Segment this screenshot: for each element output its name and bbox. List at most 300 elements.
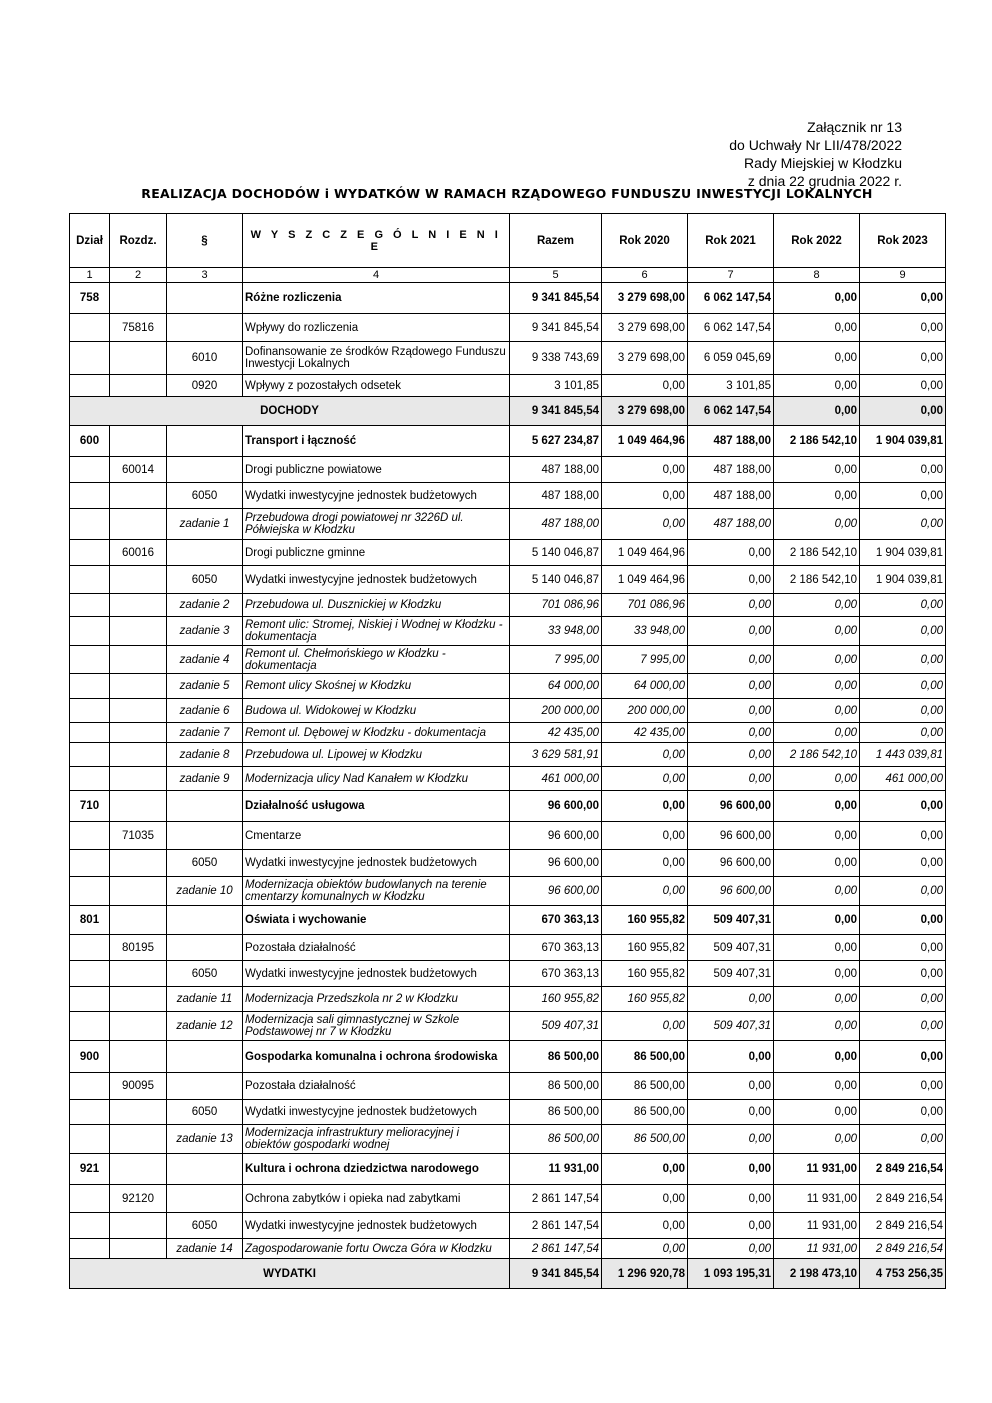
attachment-number: Załącznik nr 13 xyxy=(807,119,902,135)
col-number: 3 xyxy=(167,268,243,283)
cell-2022: 11 931,00 xyxy=(774,1185,860,1213)
cell-2020: 1 296 920,78 xyxy=(602,1259,688,1289)
cell-rozdz xyxy=(110,566,167,594)
cell-2023: 0,00 xyxy=(860,617,946,646)
cell-dzial xyxy=(70,375,110,397)
cell-dzial: 801 xyxy=(70,906,110,935)
cell-description: Budowa ul. Widokowej w Kłodzku xyxy=(243,699,510,723)
cell-2021: 0,00 xyxy=(688,1100,774,1125)
cell-rozdz xyxy=(110,617,167,646)
summary-label: WYDATKI xyxy=(70,1259,510,1289)
cell-description: Gospodarka komunalna i ochrona środowiska xyxy=(243,1041,510,1073)
cell-2022: 0,00 xyxy=(774,767,860,791)
cell-razem: 5 627 234,87 xyxy=(510,426,602,457)
cell-rozdz: 75816 xyxy=(110,314,167,342)
col-header-paragraph: § xyxy=(167,214,243,268)
cell-razem: 64 000,00 xyxy=(510,674,602,699)
cell-paragraph: 6050 xyxy=(167,483,243,509)
cell-description: Wydatki inwestycyjne jednostek budżetowych xyxy=(243,961,510,987)
cell-dzial xyxy=(70,342,110,375)
col-number: 6 xyxy=(602,268,688,283)
cell-rozdz xyxy=(110,906,167,935)
cell-paragraph xyxy=(167,1041,243,1073)
cell-2022: 0,00 xyxy=(774,850,860,877)
cell-paragraph: zadanie 3 xyxy=(167,617,243,646)
cell-paragraph: 6050 xyxy=(167,1100,243,1125)
table-row xyxy=(70,397,946,426)
cell-description: Drogi publiczne powiatowe xyxy=(243,457,510,483)
cell-razem: 96 600,00 xyxy=(510,791,602,822)
cell-razem: 670 363,13 xyxy=(510,906,602,935)
cell-2022: 2 186 542,10 xyxy=(774,566,860,594)
cell-description: Wydatki inwestycyjne jednostek budżetowych xyxy=(243,566,510,594)
table-row xyxy=(70,935,946,961)
cell-paragraph: 0920 xyxy=(167,375,243,397)
cell-2022: 0,00 xyxy=(774,699,860,723)
cell-dzial xyxy=(70,483,110,509)
cell-razem: 487 188,00 xyxy=(510,483,602,509)
table-row xyxy=(70,877,946,906)
cell-dzial xyxy=(70,566,110,594)
cell-2023: 0,00 xyxy=(860,314,946,342)
cell-2020: 701 086,96 xyxy=(602,594,688,617)
cell-2022: 2 186 542,10 xyxy=(774,743,860,767)
table-row xyxy=(70,1073,946,1100)
cell-2021: 0,00 xyxy=(688,566,774,594)
table-row xyxy=(70,1185,946,1213)
cell-2022: 0,00 xyxy=(774,594,860,617)
cell-2023: 0,00 xyxy=(860,646,946,674)
cell-dzial: 921 xyxy=(70,1154,110,1185)
table-row xyxy=(70,906,946,935)
cell-description: Remont ul. Chełmońskiego w Kłodzku - dokumentacja xyxy=(243,646,510,674)
cell-2022: 11 931,00 xyxy=(774,1154,860,1185)
table-row xyxy=(70,594,946,617)
cell-2021: 0,00 xyxy=(688,1185,774,1213)
cell-2022: 0,00 xyxy=(774,1125,860,1154)
cell-2021: 0,00 xyxy=(688,540,774,566)
cell-paragraph xyxy=(167,426,243,457)
cell-2020: 86 500,00 xyxy=(602,1073,688,1100)
cell-description: Remont ulicy Skośnej w Kłodzku xyxy=(243,674,510,699)
cell-2020: 0,00 xyxy=(602,767,688,791)
cell-description: Różne rozliczenia xyxy=(243,283,510,314)
cell-description: Wpływy do rozliczenia xyxy=(243,314,510,342)
table-row xyxy=(70,1259,946,1289)
cell-2021: 487 188,00 xyxy=(688,457,774,483)
cell-2020: 0,00 xyxy=(602,791,688,822)
cell-razem: 487 188,00 xyxy=(510,457,602,483)
cell-description: Wydatki inwestycyjne jednostek budżetowych xyxy=(243,1100,510,1125)
col-number: 5 xyxy=(510,268,602,283)
cell-2023: 1 443 039,81 xyxy=(860,743,946,767)
cell-paragraph xyxy=(167,1185,243,1213)
cell-razem: 9 341 845,54 xyxy=(510,1259,602,1289)
table-row xyxy=(70,1154,946,1185)
cell-rozdz: 71035 xyxy=(110,822,167,850)
table-row xyxy=(70,723,946,743)
cell-paragraph: zadanie 1 xyxy=(167,509,243,540)
cell-2023: 0,00 xyxy=(860,935,946,961)
cell-2022: 0,00 xyxy=(774,1073,860,1100)
cell-description: Przebudowa drogi powiatowej nr 3226D ul. Półwiejska w Kłodzku xyxy=(243,509,510,540)
cell-description: Transport i łączność xyxy=(243,426,510,457)
col-header-2022: Rok 2022 xyxy=(774,214,860,268)
cell-rozdz xyxy=(110,987,167,1012)
table-row xyxy=(70,961,946,987)
cell-2020: 64 000,00 xyxy=(602,674,688,699)
cell-dzial: 600 xyxy=(70,426,110,457)
column-number-row xyxy=(70,268,946,283)
cell-description: Ochrona zabytków i opieka nad zabytkami xyxy=(243,1185,510,1213)
table-row xyxy=(70,1213,946,1239)
cell-2021: 0,00 xyxy=(688,743,774,767)
cell-2020: 0,00 xyxy=(602,822,688,850)
cell-dzial xyxy=(70,646,110,674)
cell-razem: 487 188,00 xyxy=(510,509,602,540)
summary-label: DOCHODY xyxy=(70,397,510,426)
table-row xyxy=(70,767,946,791)
table-row xyxy=(70,1100,946,1125)
cell-2023: 2 849 216,54 xyxy=(860,1154,946,1185)
cell-rozdz xyxy=(110,1239,167,1259)
cell-2022: 0,00 xyxy=(774,314,860,342)
cell-razem: 509 407,31 xyxy=(510,1012,602,1041)
cell-paragraph: 6050 xyxy=(167,1213,243,1239)
cell-dzial xyxy=(70,850,110,877)
cell-2020: 0,00 xyxy=(602,1185,688,1213)
cell-description: Oświata i wychowanie xyxy=(243,906,510,935)
cell-description: Przebudowa ul. Lipowej w Kłodzku xyxy=(243,743,510,767)
cell-2020: 0,00 xyxy=(602,743,688,767)
cell-paragraph xyxy=(167,822,243,850)
cell-dzial: 710 xyxy=(70,791,110,822)
cell-dzial xyxy=(70,961,110,987)
cell-2021: 487 188,00 xyxy=(688,509,774,540)
cell-paragraph xyxy=(167,935,243,961)
cell-dzial xyxy=(70,540,110,566)
cell-dzial xyxy=(70,877,110,906)
cell-paragraph xyxy=(167,314,243,342)
cell-2022: 0,00 xyxy=(774,822,860,850)
cell-2023: 461 000,00 xyxy=(860,767,946,791)
table-row xyxy=(70,457,946,483)
cell-rozdz xyxy=(110,594,167,617)
cell-2020: 3 279 698,00 xyxy=(602,397,688,426)
cell-2020: 0,00 xyxy=(602,877,688,906)
cell-2023: 0,00 xyxy=(860,457,946,483)
cell-2020: 3 279 698,00 xyxy=(602,314,688,342)
cell-2023: 0,00 xyxy=(860,987,946,1012)
table-body xyxy=(70,283,946,1289)
cell-2021: 0,00 xyxy=(688,594,774,617)
cell-2022: 11 931,00 xyxy=(774,1213,860,1239)
table-row xyxy=(70,987,946,1012)
cell-2022: 0,00 xyxy=(774,617,860,646)
cell-dzial xyxy=(70,723,110,743)
council-name: Rady Miejskiej w Kłodzku xyxy=(744,155,902,171)
cell-2021: 1 093 195,31 xyxy=(688,1259,774,1289)
cell-2020: 33 948,00 xyxy=(602,617,688,646)
attachment-header xyxy=(600,118,902,190)
cell-razem: 2 861 147,54 xyxy=(510,1239,602,1259)
cell-2020: 200 000,00 xyxy=(602,699,688,723)
cell-2021: 509 407,31 xyxy=(688,935,774,961)
cell-description: Pozostała działalność xyxy=(243,935,510,961)
cell-dzial xyxy=(70,1239,110,1259)
cell-razem: 96 600,00 xyxy=(510,850,602,877)
col-header-razem: Razem xyxy=(510,214,602,268)
cell-2022: 0,00 xyxy=(774,935,860,961)
cell-rozdz xyxy=(110,283,167,314)
cell-paragraph xyxy=(167,540,243,566)
cell-2021: 96 600,00 xyxy=(688,850,774,877)
table-row xyxy=(70,699,946,723)
cell-rozdz xyxy=(110,767,167,791)
cell-dzial xyxy=(70,1073,110,1100)
cell-2023: 0,00 xyxy=(860,1125,946,1154)
cell-rozdz xyxy=(110,791,167,822)
cell-razem: 11 931,00 xyxy=(510,1154,602,1185)
cell-dzial xyxy=(70,822,110,850)
cell-2020: 0,00 xyxy=(602,1213,688,1239)
cell-2020: 86 500,00 xyxy=(602,1041,688,1073)
cell-2020: 0,00 xyxy=(602,457,688,483)
cell-2022: 2 186 542,10 xyxy=(774,540,860,566)
cell-rozdz xyxy=(110,375,167,397)
cell-paragraph: zadanie 12 xyxy=(167,1012,243,1041)
resolution-date: z dnia 22 grudnia 2022 r. xyxy=(747,173,902,189)
table-row xyxy=(70,342,946,375)
cell-2020: 1 049 464,96 xyxy=(602,566,688,594)
cell-razem: 160 955,82 xyxy=(510,987,602,1012)
cell-rozdz xyxy=(110,1012,167,1041)
cell-2022: 0,00 xyxy=(774,674,860,699)
cell-rozdz xyxy=(110,674,167,699)
table-row xyxy=(70,850,946,877)
cell-rozdz xyxy=(110,961,167,987)
cell-description: Wpływy z pozostałych odsetek xyxy=(243,375,510,397)
cell-paragraph: zadanie 7 xyxy=(167,723,243,743)
table-row xyxy=(70,1041,946,1073)
cell-2020: 86 500,00 xyxy=(602,1100,688,1125)
cell-2022: 0,00 xyxy=(774,397,860,426)
cell-2021: 487 188,00 xyxy=(688,426,774,457)
cell-2021: 0,00 xyxy=(688,617,774,646)
cell-dzial xyxy=(70,1185,110,1213)
table-row xyxy=(70,540,946,566)
cell-2023: 0,00 xyxy=(860,1100,946,1125)
col-number: 7 xyxy=(688,268,774,283)
cell-dzial xyxy=(70,699,110,723)
cell-2023: 0,00 xyxy=(860,877,946,906)
cell-dzial xyxy=(70,457,110,483)
cell-dzial xyxy=(70,743,110,767)
cell-razem: 9 341 845,54 xyxy=(510,283,602,314)
cell-rozdz xyxy=(110,850,167,877)
cell-2022: 0,00 xyxy=(774,987,860,1012)
cell-2023: 0,00 xyxy=(860,1041,946,1073)
cell-2023: 2 849 216,54 xyxy=(860,1239,946,1259)
cell-dzial: 758 xyxy=(70,283,110,314)
cell-2022: 0,00 xyxy=(774,646,860,674)
cell-rozdz xyxy=(110,743,167,767)
cell-description: Wydatki inwestycyjne jednostek budżetowych xyxy=(243,483,510,509)
cell-2022: 0,00 xyxy=(774,1041,860,1073)
table-row xyxy=(70,1125,946,1154)
cell-paragraph xyxy=(167,906,243,935)
cell-2021: 509 407,31 xyxy=(688,961,774,987)
cell-2021: 0,00 xyxy=(688,1213,774,1239)
cell-description: Przebudowa ul. Dusznickiej w Kłodzku xyxy=(243,594,510,617)
cell-2023: 0,00 xyxy=(860,961,946,987)
cell-2021: 0,00 xyxy=(688,646,774,674)
cell-paragraph xyxy=(167,791,243,822)
col-header-2023: Rok 2023 xyxy=(860,214,946,268)
cell-rozdz: 92120 xyxy=(110,1185,167,1213)
cell-2023: 4 753 256,35 xyxy=(860,1259,946,1289)
table-row xyxy=(70,646,946,674)
cell-2020: 86 500,00 xyxy=(602,1125,688,1154)
cell-rozdz xyxy=(110,699,167,723)
cell-paragraph: zadanie 10 xyxy=(167,877,243,906)
cell-description: Cmentarze xyxy=(243,822,510,850)
cell-rozdz xyxy=(110,1213,167,1239)
cell-2023: 1 904 039,81 xyxy=(860,540,946,566)
cell-2020: 3 279 698,00 xyxy=(602,342,688,375)
cell-2021: 96 600,00 xyxy=(688,877,774,906)
cell-rozdz xyxy=(110,877,167,906)
cell-razem: 7 995,00 xyxy=(510,646,602,674)
table-row xyxy=(70,314,946,342)
cell-dzial xyxy=(70,617,110,646)
cell-2020: 160 955,82 xyxy=(602,935,688,961)
cell-paragraph: zadanie 6 xyxy=(167,699,243,723)
cell-2021: 96 600,00 xyxy=(688,822,774,850)
cell-razem: 3 101,85 xyxy=(510,375,602,397)
cell-dzial xyxy=(70,314,110,342)
cell-2023: 0,00 xyxy=(860,397,946,426)
cell-2021: 3 101,85 xyxy=(688,375,774,397)
cell-dzial xyxy=(70,935,110,961)
col-header-2021: Rok 2021 xyxy=(688,214,774,268)
cell-2022: 0,00 xyxy=(774,1012,860,1041)
cell-2021: 0,00 xyxy=(688,987,774,1012)
cell-2021: 0,00 xyxy=(688,1125,774,1154)
cell-razem: 9 338 743,69 xyxy=(510,342,602,375)
cell-2023: 0,00 xyxy=(860,1073,946,1100)
cell-dzial xyxy=(70,987,110,1012)
cell-2023: 0,00 xyxy=(860,699,946,723)
cell-paragraph xyxy=(167,283,243,314)
cell-description: Drogi publiczne gminne xyxy=(243,540,510,566)
cell-2022: 0,00 xyxy=(774,483,860,509)
cell-2020: 160 955,82 xyxy=(602,987,688,1012)
cell-dzial xyxy=(70,1213,110,1239)
cell-2023: 0,00 xyxy=(860,906,946,935)
cell-2021: 0,00 xyxy=(688,699,774,723)
cell-paragraph: zadanie 11 xyxy=(167,987,243,1012)
cell-description: Działalność usługowa xyxy=(243,791,510,822)
col-header-rozdz: Rozdz. xyxy=(110,214,167,268)
cell-razem: 86 500,00 xyxy=(510,1041,602,1073)
table-row xyxy=(70,283,946,314)
cell-paragraph xyxy=(167,1073,243,1100)
cell-2020: 42 435,00 xyxy=(602,723,688,743)
cell-2020: 0,00 xyxy=(602,375,688,397)
cell-description: Modernizacja infrastruktury melioracyjnej i obiektów gospodarki wodnej xyxy=(243,1125,510,1154)
cell-dzial xyxy=(70,767,110,791)
cell-rozdz xyxy=(110,1041,167,1073)
cell-rozdz xyxy=(110,723,167,743)
cell-rozdz xyxy=(110,1100,167,1125)
cell-2021: 0,00 xyxy=(688,674,774,699)
cell-description: Remont ul. Dębowej w Kłodzku - dokumentacja xyxy=(243,723,510,743)
cell-2022: 0,00 xyxy=(774,283,860,314)
table-row xyxy=(70,617,946,646)
cell-2020: 0,00 xyxy=(602,509,688,540)
cell-razem: 86 500,00 xyxy=(510,1100,602,1125)
cell-2022: 0,00 xyxy=(774,375,860,397)
cell-razem: 86 500,00 xyxy=(510,1073,602,1100)
cell-description: Wydatki inwestycyjne jednostek budżetowych xyxy=(243,1213,510,1239)
cell-2021: 487 188,00 xyxy=(688,483,774,509)
table-row xyxy=(70,1239,946,1259)
cell-2023: 0,00 xyxy=(860,342,946,375)
col-number: 9 xyxy=(860,268,946,283)
cell-rozdz: 80195 xyxy=(110,935,167,961)
cell-dzial xyxy=(70,1100,110,1125)
cell-description: Modernizacja ulicy Nad Kanałem w Kłodzku xyxy=(243,767,510,791)
document-title: REALIZACJA DOCHODÓW i WYDATKÓW W RAMACH RZĄDOWEGO FUNDUSZU INWESTYCJI LOKALNYCH xyxy=(141,186,873,201)
cell-2023: 2 849 216,54 xyxy=(860,1213,946,1239)
cell-2021: 509 407,31 xyxy=(688,1012,774,1041)
cell-description: Wydatki inwestycyjne jednostek budżetowych xyxy=(243,850,510,877)
table-row xyxy=(70,743,946,767)
cell-2022: 0,00 xyxy=(774,961,860,987)
cell-dzial xyxy=(70,674,110,699)
resolution-number: do Uchwały Nr LII/478/2022 xyxy=(729,137,902,153)
cell-dzial xyxy=(70,509,110,540)
cell-2020: 0,00 xyxy=(602,1012,688,1041)
cell-paragraph: zadanie 8 xyxy=(167,743,243,767)
cell-rozdz xyxy=(110,646,167,674)
cell-rozdz xyxy=(110,342,167,375)
cell-2023: 2 849 216,54 xyxy=(860,1185,946,1213)
cell-dzial xyxy=(70,594,110,617)
cell-2022: 0,00 xyxy=(774,906,860,935)
cell-2023: 0,00 xyxy=(860,850,946,877)
cell-description: Dofinansowanie ze środków Rządowego Funduszu Inwestycji Lokalnych xyxy=(243,342,510,375)
cell-razem: 42 435,00 xyxy=(510,723,602,743)
cell-2023: 0,00 xyxy=(860,791,946,822)
cell-razem: 5 140 046,87 xyxy=(510,540,602,566)
cell-2021: 6 062 147,54 xyxy=(688,283,774,314)
cell-paragraph: zadanie 2 xyxy=(167,594,243,617)
cell-2020: 7 995,00 xyxy=(602,646,688,674)
cell-2022: 2 198 473,10 xyxy=(774,1259,860,1289)
cell-razem: 9 341 845,54 xyxy=(510,314,602,342)
cell-rozdz: 60014 xyxy=(110,457,167,483)
cell-2022: 0,00 xyxy=(774,791,860,822)
col-number: 8 xyxy=(774,268,860,283)
cell-razem: 670 363,13 xyxy=(510,961,602,987)
cell-2020: 1 049 464,96 xyxy=(602,540,688,566)
cell-description: Modernizacja Przedszkola nr 2 w Kłodzku xyxy=(243,987,510,1012)
cell-razem: 5 140 046,87 xyxy=(510,566,602,594)
cell-paragraph: zadanie 5 xyxy=(167,674,243,699)
table-row xyxy=(70,375,946,397)
